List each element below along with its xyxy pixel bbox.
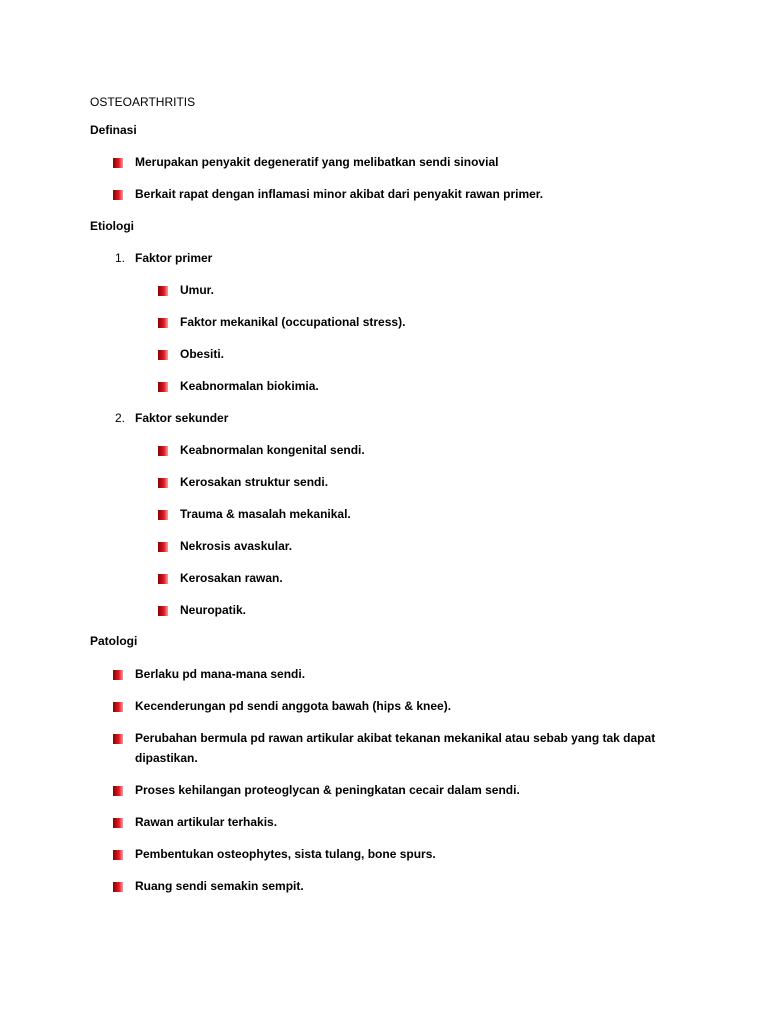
bullet-icon bbox=[158, 541, 168, 552]
list-item: Kecenderungan pd sendi anggota bawah (hips & knee). bbox=[135, 699, 452, 713]
bullet-icon bbox=[113, 785, 123, 796]
bullet-icon bbox=[158, 381, 168, 392]
bullet-icon bbox=[158, 509, 168, 520]
list-item: Faktor mekanikal (occupational stress). bbox=[180, 315, 406, 329]
list-item: Trauma & masalah mekanikal. bbox=[180, 507, 351, 521]
list-item: Umur. bbox=[180, 283, 215, 297]
list-item: Kerosakan struktur sendi. bbox=[180, 475, 329, 489]
section-heading-definasi: Definasi bbox=[90, 123, 137, 137]
bullet-icon bbox=[158, 573, 168, 584]
bullet-icon bbox=[158, 605, 168, 616]
bullet-icon bbox=[158, 349, 168, 360]
list-item: Neuropatik. bbox=[180, 603, 247, 617]
bullet-icon bbox=[158, 317, 168, 328]
list-item-continuation: dipastikan. bbox=[135, 751, 198, 765]
list-item: Keabnormalan kongenital sendi. bbox=[180, 443, 365, 457]
list-item: Merupakan penyakit degeneratif yang melibatkan sendi sinovial bbox=[135, 155, 499, 169]
list-item: Keabnormalan biokimia. bbox=[180, 379, 319, 393]
list-item: Perubahan bermula pd rawan artikular akibat tekanan mekanikal atau sebab yang tak dapat bbox=[135, 731, 656, 745]
list-item: Proses kehilangan proteoglycan & peningkatan cecair dalam sendi. bbox=[135, 783, 520, 797]
list-number: 2. bbox=[115, 411, 126, 425]
bullet-icon bbox=[158, 445, 168, 456]
list-item: Rawan artikular terhakis. bbox=[135, 815, 278, 829]
list-item: Berlaku pd mana-mana sendi. bbox=[135, 667, 306, 681]
document-title: OSTEOARTHRITIS bbox=[90, 95, 196, 109]
list-item: Kerosakan rawan. bbox=[180, 571, 283, 585]
list-item: Ruang sendi semakin sempit. bbox=[135, 879, 304, 893]
group-label-faktor-primer: Faktor primer bbox=[135, 251, 213, 265]
bullet-icon bbox=[113, 733, 123, 744]
section-heading-etiologi: Etiologi bbox=[90, 219, 134, 233]
section-heading-patologi: Patologi bbox=[90, 634, 138, 648]
list-item: Berkait rapat dengan inflamasi minor akibat dari penyakit rawan primer. bbox=[135, 187, 544, 201]
list-item: Nekrosis avaskular. bbox=[180, 539, 293, 553]
bullet-icon bbox=[113, 817, 123, 828]
bullet-icon bbox=[113, 881, 123, 892]
bullet-icon bbox=[113, 669, 123, 680]
bullet-icon bbox=[113, 157, 123, 168]
bullet-icon bbox=[158, 477, 168, 488]
bullet-icon bbox=[113, 189, 123, 200]
bullet-icon bbox=[113, 701, 123, 712]
bullet-icon bbox=[158, 285, 168, 296]
list-item: Obesiti. bbox=[180, 347, 225, 361]
list-item: Pembentukan osteophytes, sista tulang, bone spurs. bbox=[135, 847, 436, 861]
bullet-icon bbox=[113, 849, 123, 860]
group-label-faktor-sekunder: Faktor sekunder bbox=[135, 411, 229, 425]
list-number: 1. bbox=[115, 251, 126, 265]
